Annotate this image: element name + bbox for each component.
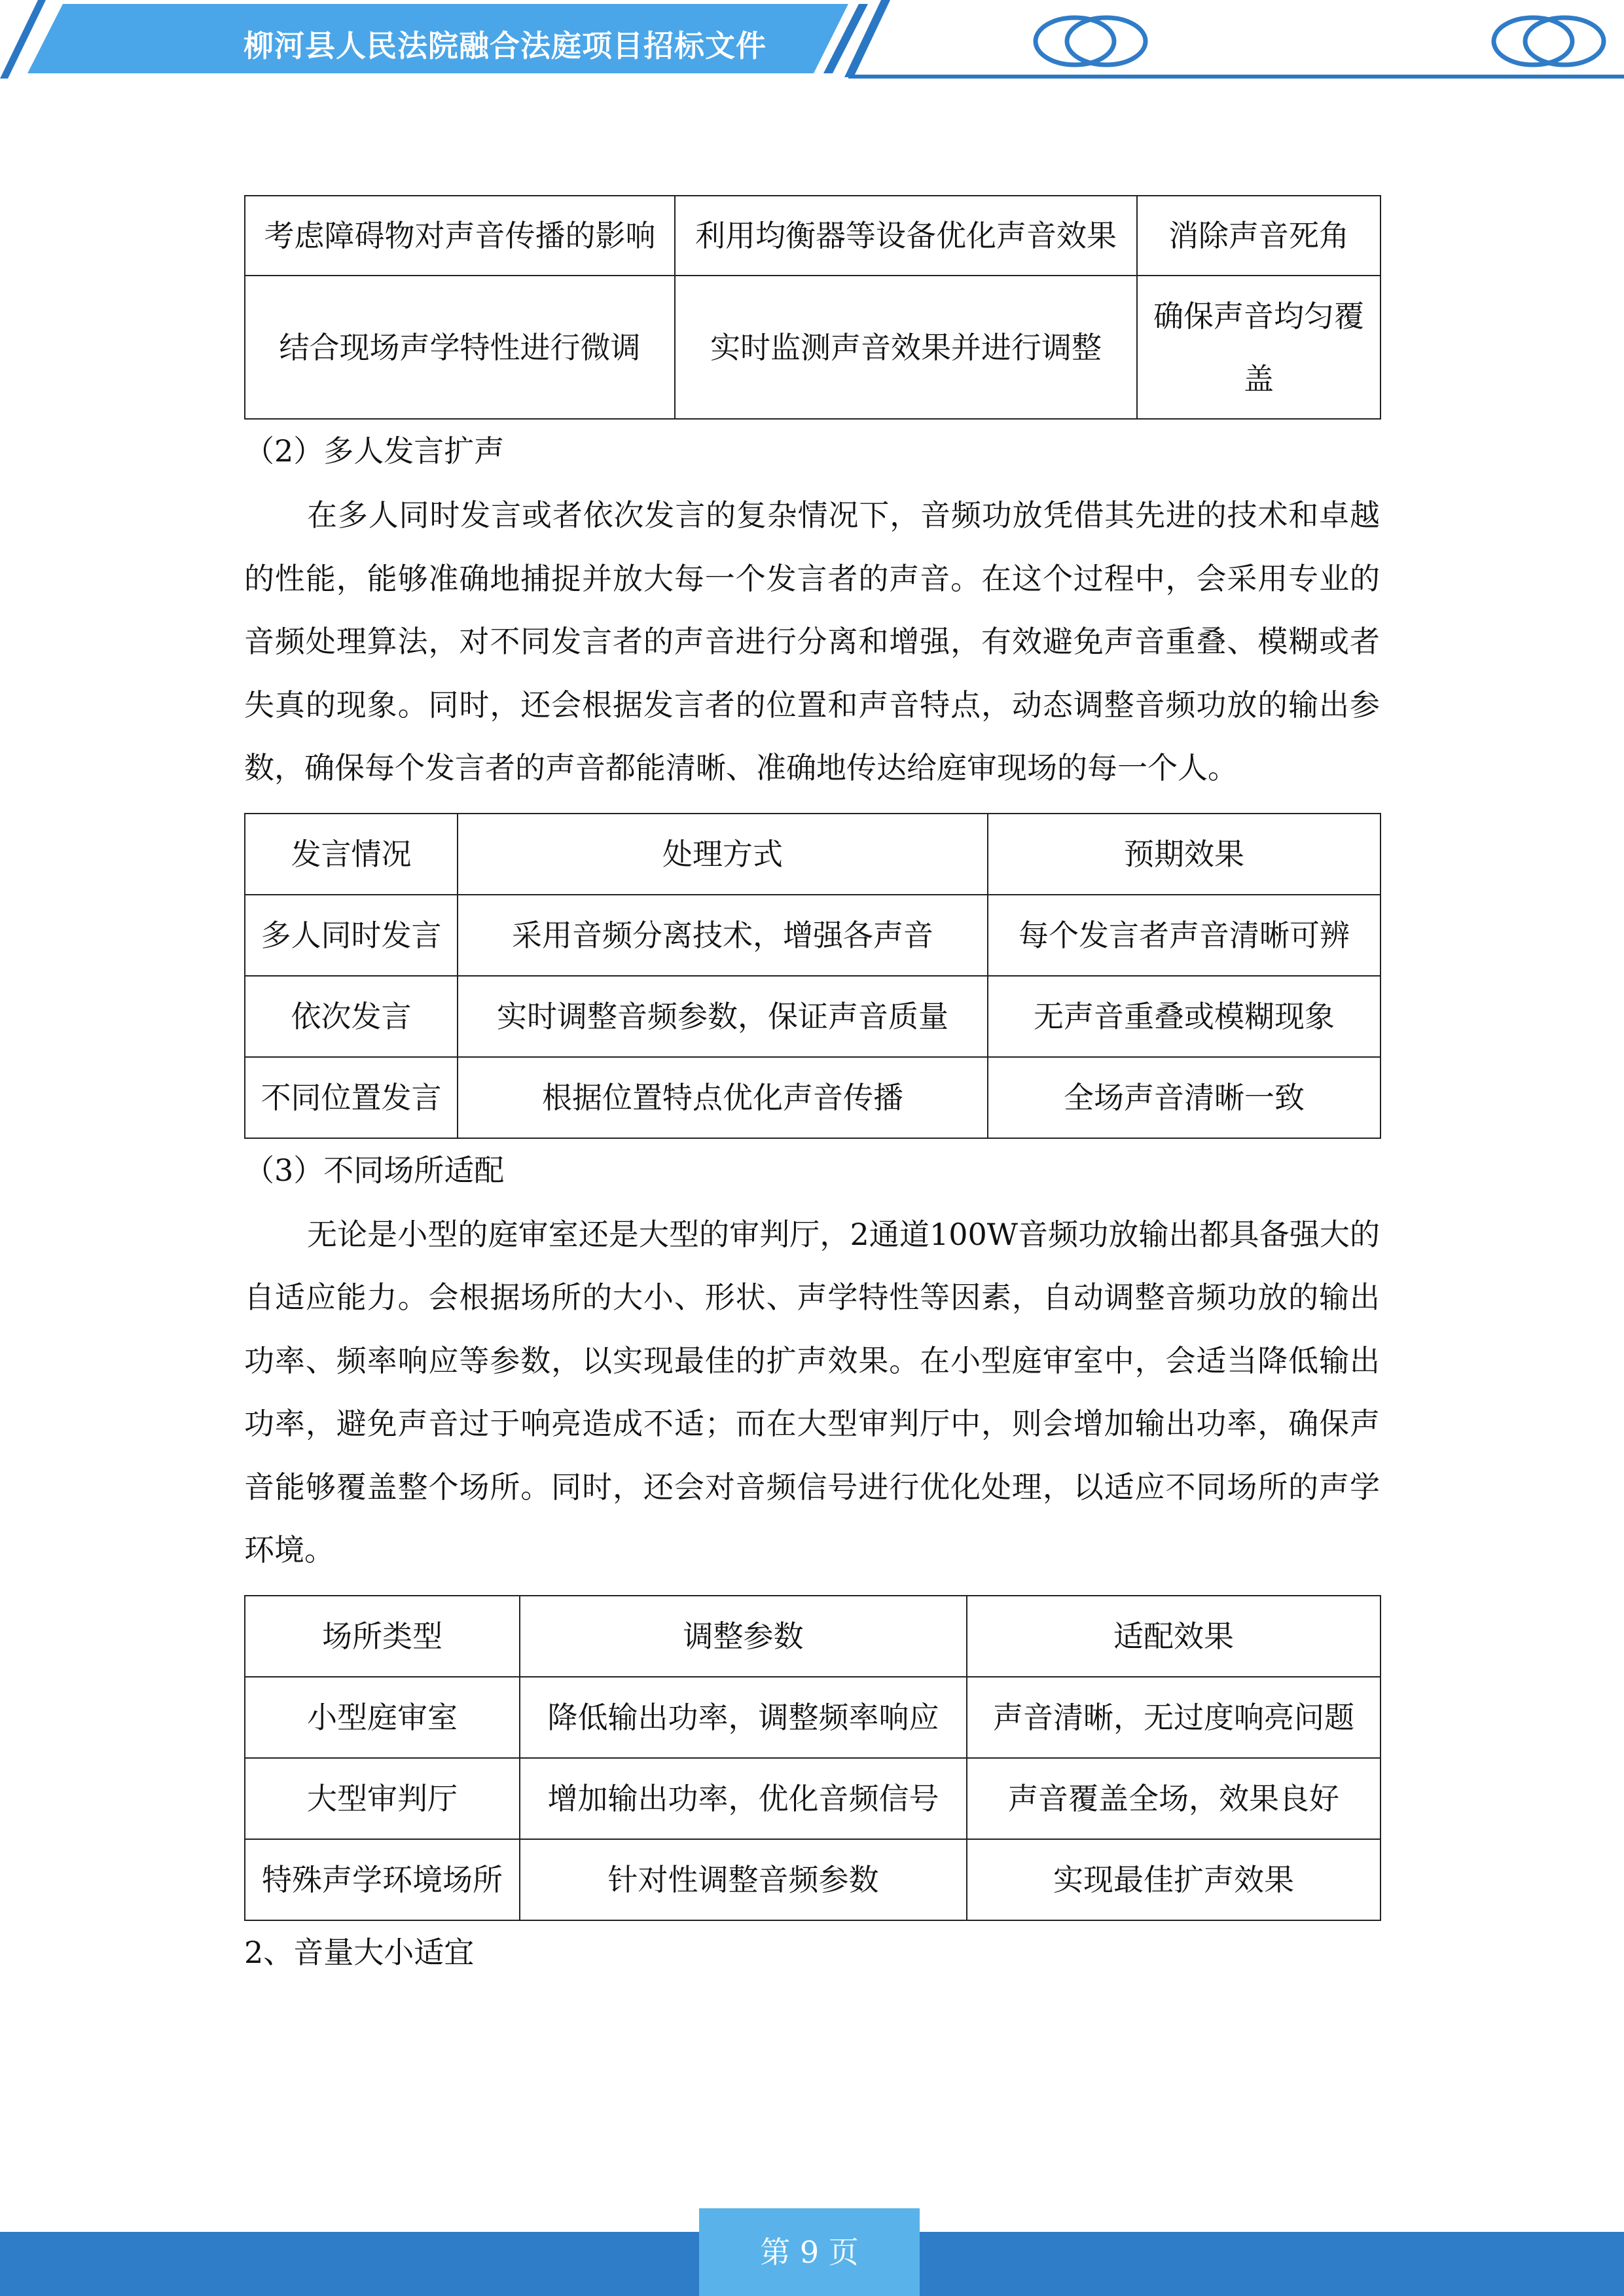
- table-cell: 无声音重叠或模糊现象: [988, 976, 1380, 1057]
- table-row: [245, 895, 1380, 976]
- table-header-cell: 处理方式: [458, 814, 988, 895]
- table-cell: 实时监测声音效果并进行调整: [675, 276, 1137, 419]
- table-header-row: [245, 1596, 1380, 1677]
- section-heading-venue-adaptation: （3）不同场所适配: [244, 1152, 505, 1188]
- header-rings-center-icon: [1036, 18, 1146, 65]
- table-cell: 声音清晰，无过度响亮问题: [967, 1677, 1380, 1758]
- table-cell: 结合现场声学特性进行微调: [245, 276, 675, 419]
- header-underline: [848, 75, 1624, 79]
- table-cell: 每个发言者声音清晰可辨: [988, 895, 1380, 976]
- page-header: [0, 0, 1624, 85]
- table-cell: 考虑障碍物对声音传播的影响: [245, 196, 675, 276]
- table-cell: 实现最佳扩声效果: [967, 1839, 1380, 1920]
- table-cell: 声音覆盖全场，效果良好: [967, 1758, 1380, 1839]
- table-header-cell: 场所类型: [245, 1596, 520, 1677]
- table-cell: 降低输出功率，调整频率响应: [520, 1677, 967, 1758]
- table-cell: 实时调整音频参数，保证声音质量: [458, 976, 988, 1057]
- header-stripe-right: [844, 0, 890, 77]
- table-cell: 消除声音死角: [1137, 196, 1380, 276]
- table-cell: 多人同时发言: [245, 895, 458, 976]
- table-header-row: [245, 814, 1380, 895]
- table-header-cell: 发言情况: [245, 814, 458, 895]
- table-cell: 全场声音清晰一致: [988, 1057, 1380, 1138]
- table-header-cell: 适配效果: [967, 1596, 1380, 1677]
- table-cell: 依次发言: [245, 976, 458, 1057]
- header-rings-right-icon: [1494, 18, 1604, 65]
- table-header-cell: 调整参数: [520, 1596, 967, 1677]
- table-cell: 不同位置发言: [245, 1057, 458, 1138]
- section-paragraph-multi-speaker: 在多人同时发言或者依次发言的复杂情况下，音频功放凭借其先进的技术和卓越的性能，能够准确地捕捉并放大每一个发言者的声音。在这个过程中，会采用专业的音频处理算法，对不同发言者的声音进行分离和增强，有效避免声音重叠、模糊或者失真的现象。同时，还会根据发言者的位置和声音特点，动态调整音频功放的输出参数，确保每个发言者的声音都能清晰、准确地传达给庭审现场的每一个人。: [244, 497, 1380, 785]
- table-row: [245, 1057, 1380, 1138]
- table-cell: 小型庭审室: [245, 1677, 520, 1758]
- page-content: [244, 195, 1380, 1985]
- table-cell: 采用音频分离技术，增强各声音: [458, 895, 988, 976]
- table-row: [245, 276, 1380, 419]
- table-cell: 根据位置特点优化声音传播: [458, 1057, 988, 1138]
- table-cell: 针对性调整音频参数: [520, 1839, 967, 1920]
- table-row: [245, 196, 1380, 276]
- table-row: [245, 1677, 1380, 1758]
- section-paragraph-venue-adaptation: 无论是小型的庭审室还是大型的审判厅，2通道100W音频功放输出都具备强大的自适应能力。会根据场所的大小、形状、声学特性等因素，自动调整音频功放的输出功率、频率响应等参数，以实现最佳的扩声效果。在小型庭审室中，会适当降低输出功率，避免声音过于响亮造成不适；而在大型审判厅中，则会增加输出功率，确保声音能够覆盖整个场所。同时，还会对音频信号进行优化处理，以适应不同场所的声学环境。: [244, 1216, 1380, 1568]
- section-heading-volume: 2、音量大小适宜: [244, 1934, 475, 1970]
- table-row: [245, 1758, 1380, 1839]
- venue-adaptation-table: [244, 1595, 1381, 1921]
- table-header-cell: 预期效果: [988, 814, 1380, 895]
- document-title: 柳河县人民法院融合法庭项目招标文件: [244, 28, 767, 63]
- multi-speaker-table: [244, 813, 1381, 1139]
- table-cell: 确保声音均匀覆盖: [1137, 276, 1380, 419]
- table-row: [245, 1839, 1380, 1920]
- acoustic-tuning-table: [244, 195, 1381, 420]
- table-cell: 利用均衡器等设备优化声音效果: [675, 196, 1137, 276]
- table-cell: 大型审判厅: [245, 1758, 520, 1839]
- table-cell: 特殊声学环境场所: [245, 1839, 520, 1920]
- page-number: 第 9 页: [699, 2208, 920, 2296]
- table-cell: 增加输出功率，优化音频信号: [520, 1758, 967, 1839]
- table-row: [245, 976, 1380, 1057]
- section-heading-multi-speaker: （2）多人发言扩声: [244, 433, 505, 469]
